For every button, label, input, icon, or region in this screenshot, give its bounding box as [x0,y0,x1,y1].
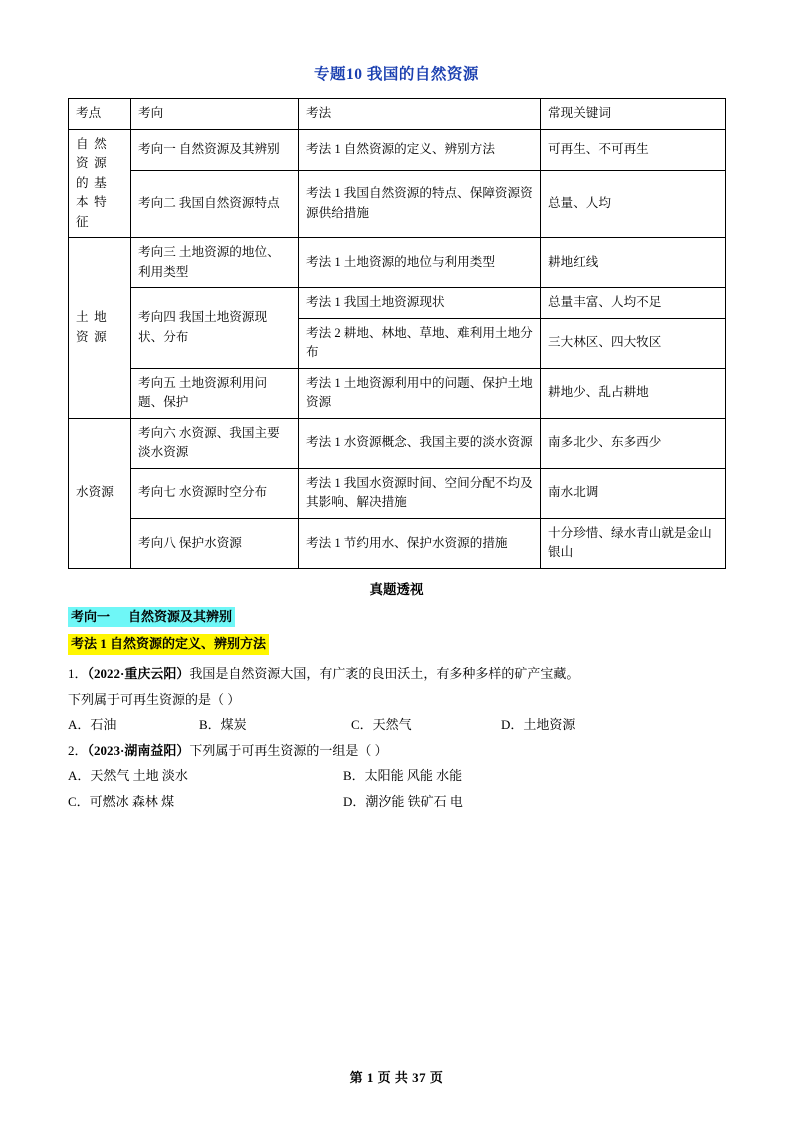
table-row [69,368,726,418]
kaoxiang-tag-row [68,607,725,628]
option-c: C．可燃冰 森林 煤 [68,793,175,809]
cell-kaodian: 水资源 [69,418,131,568]
option-b: B．煤炭 [199,716,247,732]
cell-kaofa: 考法 1 土地资源利用中的问题、保护土地资源 [299,368,541,418]
option-d: D．潮汐能 铁矿石 电 [343,793,463,809]
option-d: D．土地资源 [501,716,576,732]
cell-keyword: 十分珍惜、绿水青山就是金山银山 [541,518,726,568]
cell-kaofa: 考法 1 我国水资源时间、空间分配不均及其影响、解决措施 [299,468,541,518]
syllabus-table [68,98,726,569]
question-1-text: 我国是自然资源大国，有广袤的良田沃土，有多种多样的矿产宝藏。 [189,665,580,681]
page-footer: 第 1 页 共 37 页 [349,1070,444,1085]
cell-kaoxiang: 考向三 土地资源的地位、利用类型 [131,238,299,288]
question-2-source: （2023·湖南益阳） [87,743,190,759]
cell-kaofa: 考法 1 我国自然资源的特点、保障资源资源供给措施 [299,170,541,237]
option-a: A．石油 [68,716,117,732]
table-row [69,518,726,568]
table-header-cell: 考法 [299,99,541,130]
option-b: B．太阳能 风能 水能 [343,768,463,784]
table-row [69,468,726,518]
cell-kaodian: 土 地 资 源 [69,238,131,419]
kaofa-tag-row [68,634,725,655]
question-2-options-row1 [68,763,725,788]
table-header-cell: 考点 [69,99,131,130]
question-1-stem-line2: 下列属于可再生资源的是（ ） [68,691,241,707]
option-a: A．天然气 土地 淡水 [68,768,188,784]
table-row [69,288,726,319]
cell-keyword: 总量丰富、人均不足 [541,288,726,319]
cell-keyword: 耕地红线 [541,238,726,288]
question-1-options [68,712,725,737]
cell-kaofa: 考法 1 节约用水、保护水资源的措施 [299,518,541,568]
cell-keyword: 三大林区、四大牧区 [541,318,726,368]
page-title: 专题10 我国的自然资源 [314,66,479,83]
cell-kaofa: 考法 1 自然资源的定义、辨别方法 [299,129,541,170]
question-1-source: （2022·重庆云阳） [87,665,190,681]
cell-kaoxiang: 考向一 自然资源及其辨别 [131,129,299,170]
table-header-cell: 常现关键词 [541,99,726,130]
table-header-cell: 考向 [131,99,299,130]
question-2-options-row2 [68,789,725,814]
cell-kaoxiang: 考向六 水资源、我国主要淡水资源 [131,418,299,468]
kaoxiang-tag-text: 自然资源及其辨别 [128,608,233,624]
table-row [69,418,726,468]
question-1-number: 1． [68,665,88,681]
option-c: C．天然气 [351,716,412,732]
cell-kaoxiang: 考向二 我国自然资源特点 [131,170,299,237]
cell-kaofa: 考法 1 我国土地资源现状 [299,288,541,319]
cell-kaoxiang: 考向八 保护水资源 [131,518,299,568]
cell-keyword: 可再生、不可再生 [541,129,726,170]
question-1-stem [68,662,725,686]
question-2-stem [68,739,725,763]
cell-keyword: 耕地少、乱占耕地 [541,368,726,418]
cell-keyword: 总量、人均 [541,170,726,237]
section-title: 真题透视 [369,581,424,597]
table-header-row [69,99,726,130]
table-row [69,238,726,288]
question-2-text: 下列属于可再生资源的一组是（ ） [189,743,388,759]
cell-kaodian: 自 然 资 源 的 基 本 特 征 [69,129,131,238]
question-2-number: 2． [68,743,88,759]
cell-kaofa: 考法 1 土地资源的地位与利用类型 [299,238,541,288]
cell-keyword: 南水北调 [541,468,726,518]
table-row [69,129,726,170]
kaoxiang-tag [68,607,235,628]
kaoxiang-tag-label: 考向一 [71,608,111,624]
cell-kaoxiang: 考向五 土地资源利用问题、保护 [131,368,299,418]
cell-keyword: 南多北少、东多西少 [541,418,726,468]
kaofa-tag: 考法 1 自然资源的定义、辨别方法 [68,634,269,655]
table-row [69,170,726,237]
cell-kaoxiang: 考向七 水资源时空分布 [131,468,299,518]
cell-kaofa: 考法 1 水资源概念、我国主要的淡水资源 [299,418,541,468]
cell-kaofa: 考法 2 耕地、林地、草地、难利用土地分布 [299,318,541,368]
cell-kaoxiang: 考向四 我国土地资源现状、分布 [131,288,299,369]
